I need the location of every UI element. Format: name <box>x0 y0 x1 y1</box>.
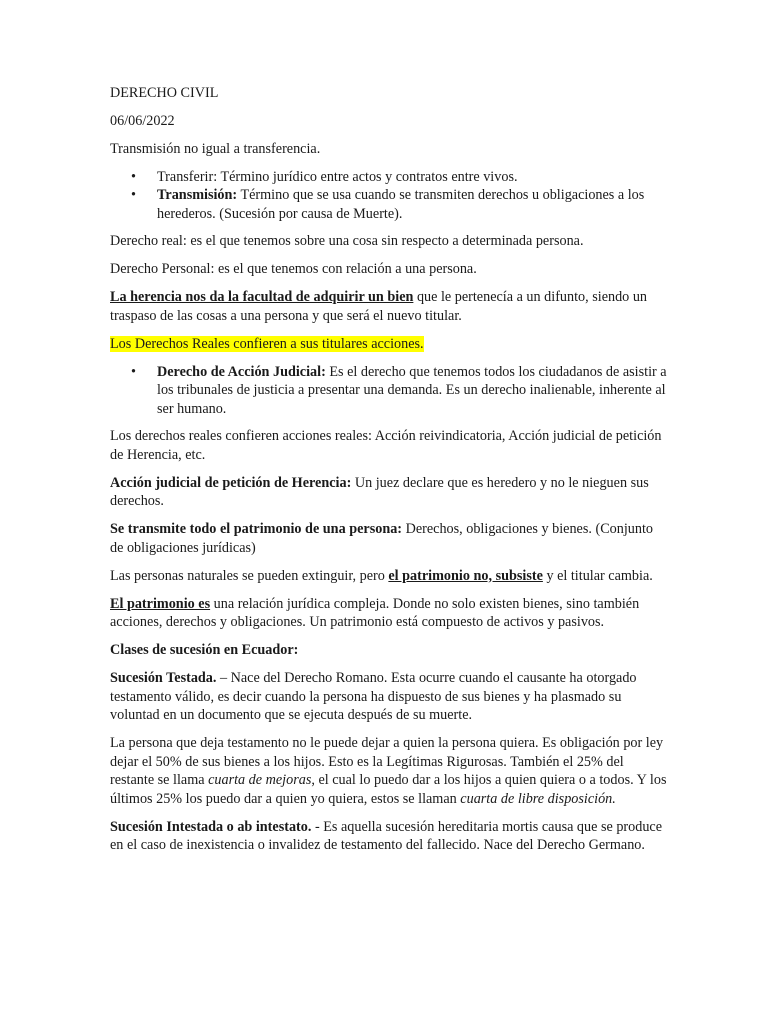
heading-clases-sucesion <box>110 641 668 660</box>
paragraph-personas-naturales <box>110 567 668 586</box>
cuarta-libre-term: cuarta de libre disposición. <box>460 790 616 807</box>
transmite-patrimonio-text: Derechos, obligaciones y bienes. (Conjunto de obligaciones jurídicas) <box>110 521 654 556</box>
cuarta-mejoras-term: cuarta de mejoras <box>208 772 312 788</box>
paragraph-derechos-reales-highlight <box>110 335 668 354</box>
paragraph-transmite-patrimonio <box>110 520 668 557</box>
paragraph-peticion-herencia <box>110 474 668 511</box>
clases-sucesion-heading: Clases de sucesión en Ecuador: <box>110 642 299 658</box>
paragraph-testamento <box>110 734 668 808</box>
list-item-text: Es el derecho que tenemos todos los ciudadanos de asistir a los tribunales de justicia a presentar una demanda. Es un derecho inalienable, inherente al ser humano. <box>157 363 667 417</box>
paragraph-acciones-reales: Los derechos reales confieren acciones reales: Acción reivindicatoria, Acción judicial de petición de Herencia, etc. <box>110 428 662 463</box>
testamento-text-a: La persona que deja testamento no le puede dejar a quien la persona quiera. Es obligación por ley dejar el 50% de sus bienes a los hijos. Esto es la Legítimas Rigurosas. También el 25% del restante se llama <box>110 735 664 788</box>
highlighted-text: Los Derechos Reales confieren a sus titulares acciones. <box>110 335 424 352</box>
paragraph-sucesion-intestada <box>110 818 668 855</box>
list-item <box>110 186 668 223</box>
list-item-text: Término que se usa cuando se transmiten derechos u obligaciones a los herederos. (Sucesión por causa de Muerte). <box>157 187 645 222</box>
list-item-text: Transferir: Término jurídico entre actos y contratos entre vivos. <box>157 168 518 185</box>
paragraph-herencia <box>110 288 668 325</box>
sucesion-intestada-text: - Es aquella sucesión hereditaria mortis causa que se produce en el caso de inexistencia o invalidez de testamento del fallecido. Nace del Derecho Germano. <box>110 818 663 853</box>
bullet-icon: • <box>131 187 136 203</box>
paragraph-derecho-personal: Derecho Personal: es el que tenemos con relación a una persona. <box>110 261 477 277</box>
document-date: 06/06/2022 <box>110 112 175 129</box>
testamento-text-b: , el cual lo puedo dar a los hijos a quien quiera o a todos. Y los últimos 25% los puedo dar a quien yo quiera, estos se llaman <box>110 772 667 807</box>
document-title: DERECHO CIVIL <box>110 85 219 101</box>
patrimonio-subsiste-emphasis: el patrimonio no, subsiste <box>388 567 543 584</box>
personas-naturales-text-b: y el titular cambia. <box>542 567 653 584</box>
peticion-herencia-term: Acción judicial de petición de Herencia: <box>110 474 352 491</box>
bullet-list-transmision <box>110 168 668 224</box>
peticion-herencia-text: Un juez declare que es heredero y no le nieguen sus derechos. <box>110 474 649 509</box>
sucesion-testada-term: Sucesión Testada. <box>110 670 217 686</box>
paragraph-derecho-real: Derecho real: es el que tenemos sobre una cosa sin respecto a determinada persona. <box>110 233 584 249</box>
personas-naturales-text-a: Las personas naturales se pueden extinguir, pero <box>110 567 389 584</box>
patrimonio-definicion-text: una relación jurídica compleja. Donde no solo existen bienes, sino también acciones, derechos y obligaciones. Un patrimonio está compuesto de activos y pasivos. <box>110 595 640 630</box>
bullet-list-accion-judicial <box>110 363 668 419</box>
transmite-patrimonio-term: Se transmite todo el patrimonio de una persona: <box>110 521 403 537</box>
paragraph-transmision-intro: Transmisión no igual a transferencia. <box>110 140 321 157</box>
list-item-term: Derecho de Acción Judicial: <box>157 363 326 380</box>
paragraph-sucesion-testada <box>110 669 668 725</box>
herencia-emphasis: La herencia nos da la facultad de adquirir un bien <box>110 289 414 305</box>
list-item <box>110 363 668 419</box>
herencia-text: que le pertenecía a un difunto, siendo un traspaso de las cosas a una persona y que será el nuevo titular. <box>110 289 648 324</box>
bullet-icon: • <box>131 168 136 185</box>
patrimonio-es-emphasis: El patrimonio es <box>110 595 211 612</box>
list-item-term: Transmisión: <box>157 187 238 203</box>
bullet-icon: • <box>131 363 136 380</box>
sucesion-testada-text: – Nace del Derecho Romano. Esta ocurre cuando el causante ha otorgado testamento válido, es decir cuando la persona ha dispuesto de sus bienes y ha plasmado su voluntad en un documento que se ejecuta después de su muerte. <box>110 670 637 723</box>
sucesion-intestada-term: Sucesión Intestada o ab intestato. <box>110 818 312 835</box>
paragraph-patrimonio-definicion <box>110 595 668 632</box>
list-item <box>110 168 668 187</box>
